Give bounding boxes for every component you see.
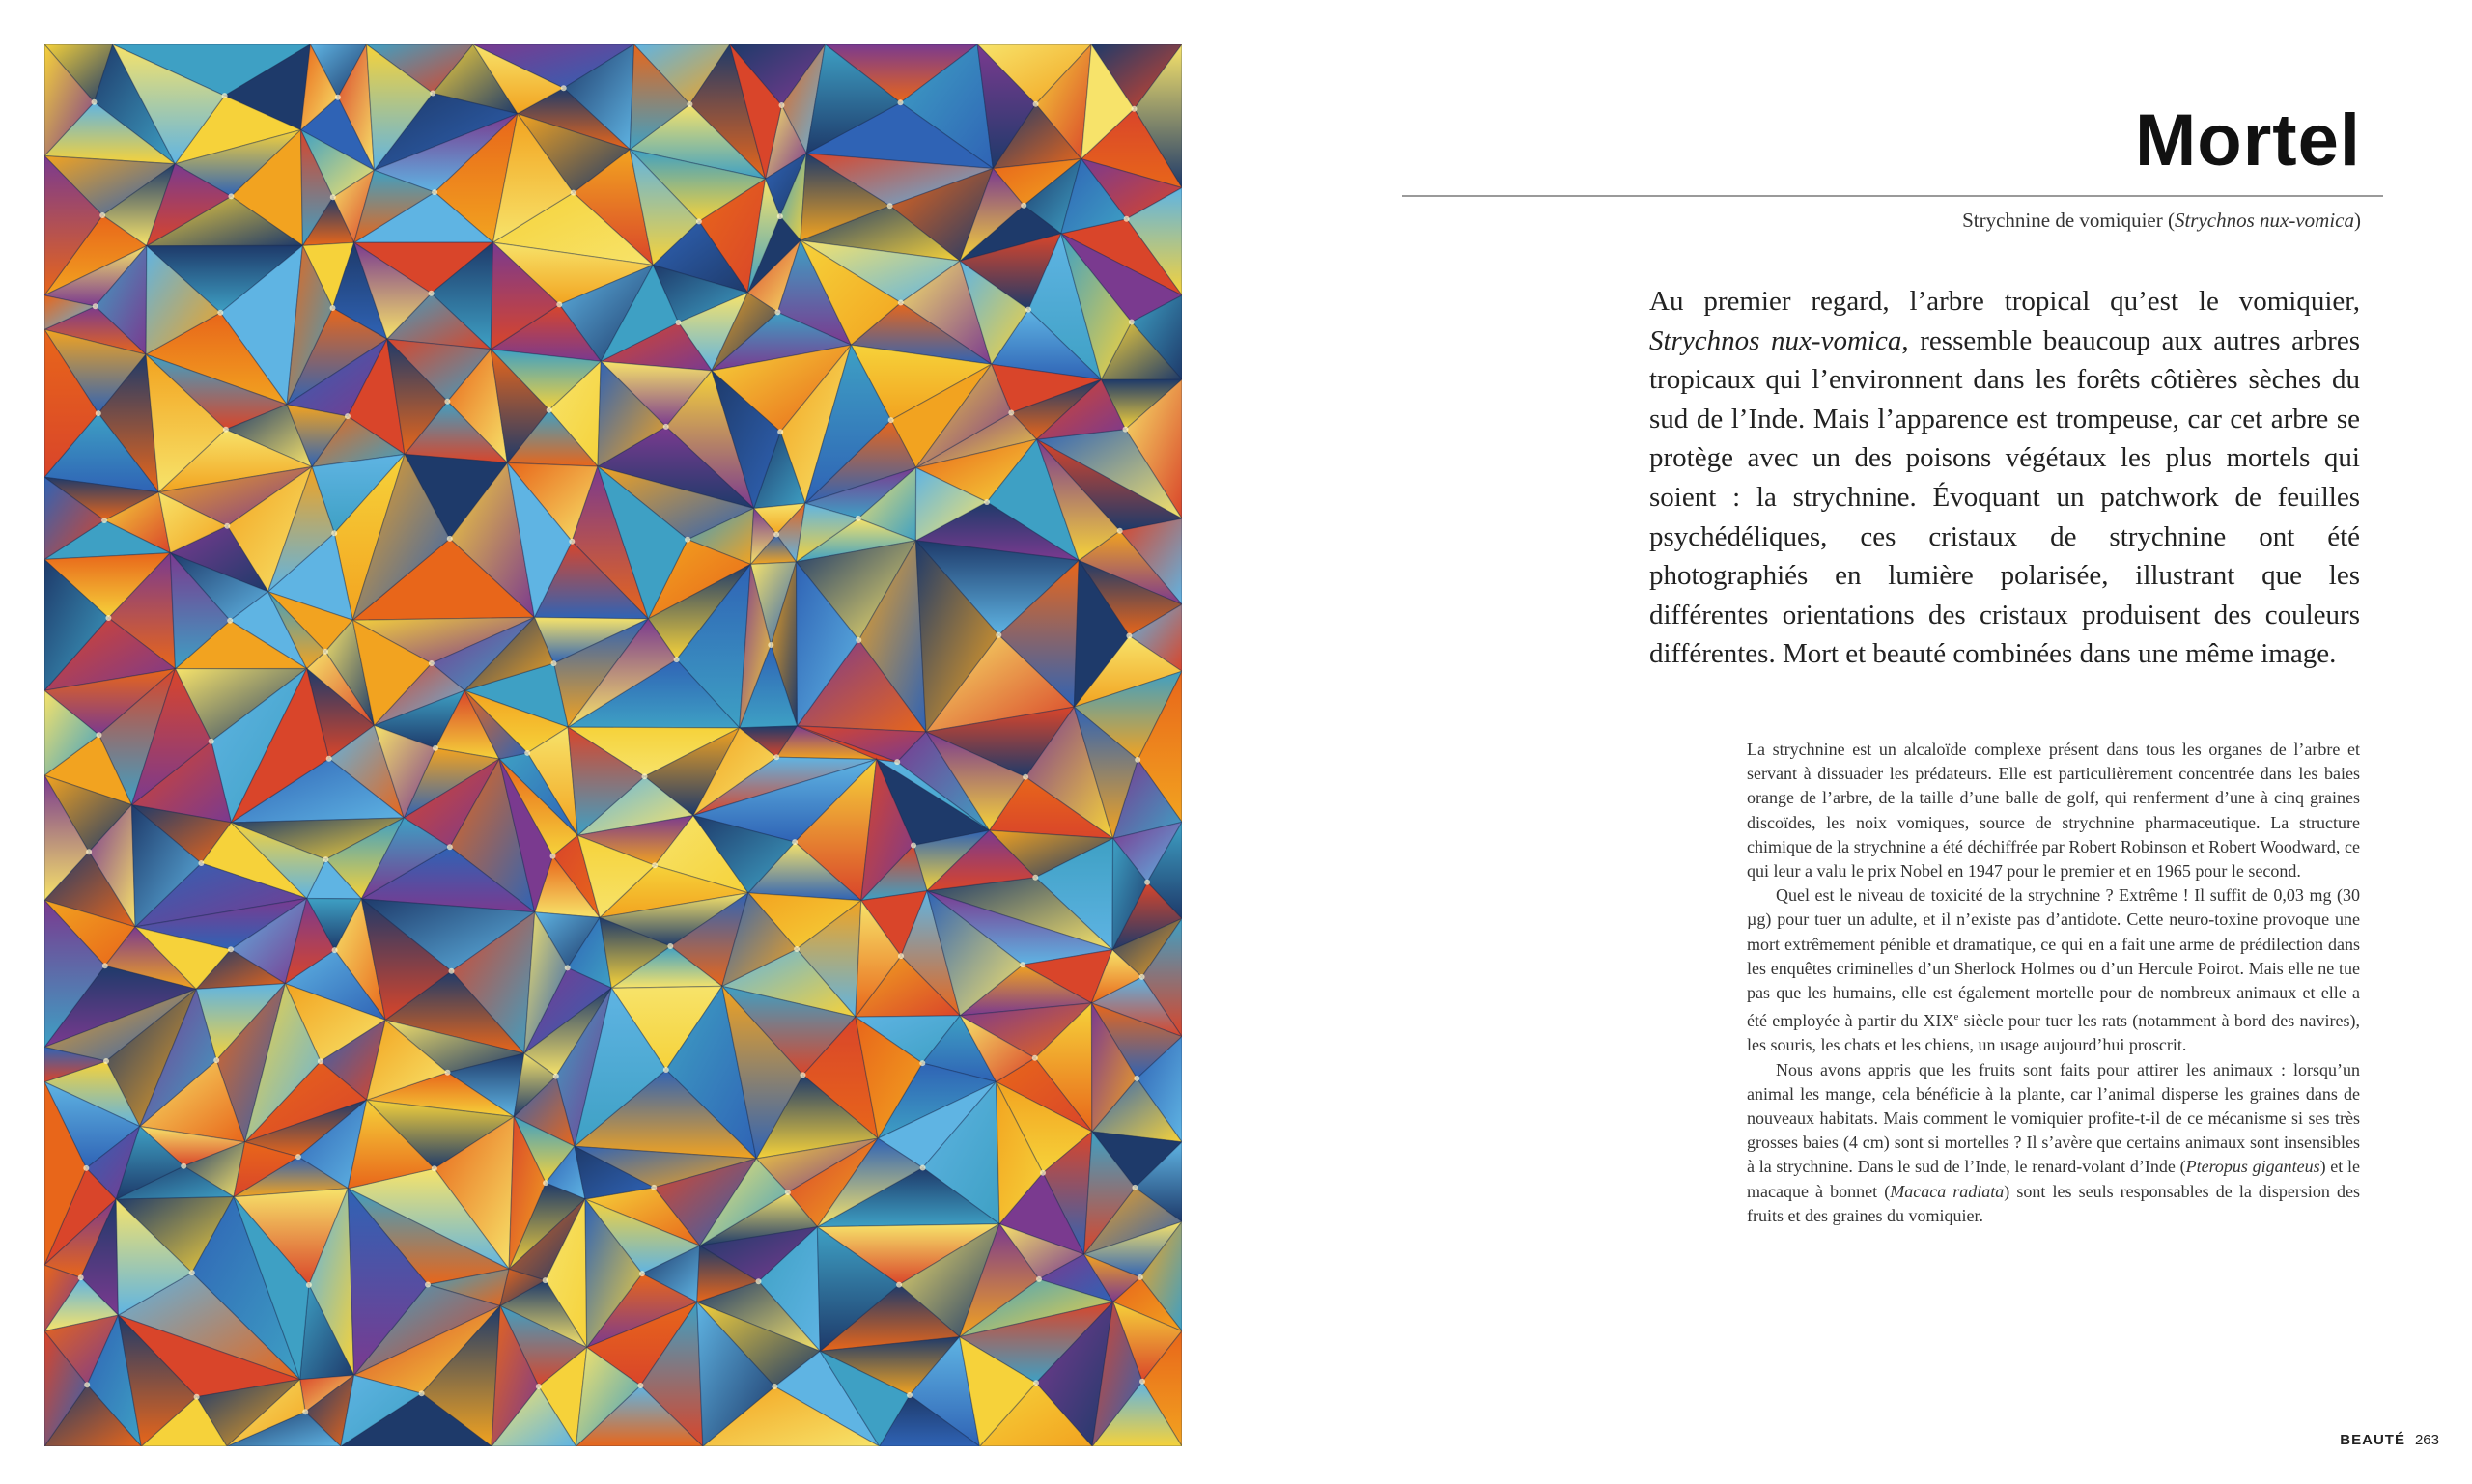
crystal-nucleus xyxy=(898,99,904,105)
crystal-nucleus xyxy=(447,536,453,542)
crystal-nucleus xyxy=(447,844,453,850)
crystal-nucleus xyxy=(887,203,893,209)
crystal-nucleus xyxy=(318,1058,323,1064)
lead-paragraph: Au premier regard, l’arbre tropical qu’est le vomiquier, Strychnos nux-vomica, ressemble beaucoup aux autres arbres tropicaux qui l’environnent dans les forêts côtières sèches du sud de l’Inde. Mais l’apparence est trompeuse, car cet arbre se protège avec un des poisons végétaux les plus mortels qui soient : la strychnine. Évoquant un patchwork de feuilles psychédéliques, ces cristaux de strychnine ont été photographiés en lumière polarisée, illustrant que les différentes orientations des cristaux produisent des couleurs différentes. Mort et beauté combinées dans une même image. xyxy=(1649,286,2360,670)
crystal-nucleus xyxy=(773,532,779,538)
crystal-nucleus xyxy=(228,946,234,952)
crystal-nucleus xyxy=(181,1163,186,1169)
crystal-nucleus xyxy=(1023,774,1028,780)
strychnine-crystal-photo xyxy=(44,44,1182,1446)
crystal-nucleus xyxy=(637,1383,643,1388)
crystal-nucleus xyxy=(550,854,556,859)
crystal-nucleus xyxy=(1123,427,1129,433)
crystal-nucleus xyxy=(696,218,702,224)
page-footer xyxy=(2340,1432,2439,1448)
crystal-nucleus xyxy=(330,194,336,200)
crystal-nucleus xyxy=(445,1070,451,1076)
crystal-nucleus xyxy=(103,1058,109,1064)
crystal-nucleus xyxy=(785,1190,791,1195)
crystal-nucleus xyxy=(639,1271,645,1276)
crystal-nucleus xyxy=(306,1282,312,1288)
crystal-nucleus xyxy=(565,965,571,970)
crystal-nucleus xyxy=(224,523,230,529)
crystal-nucleus xyxy=(1021,203,1026,209)
crystal-nucleus xyxy=(217,310,223,316)
crystal-nucleus xyxy=(419,1390,425,1396)
crystal-nucleus xyxy=(1139,974,1145,980)
crystal-nucleus xyxy=(198,860,204,866)
crystal-nucleus xyxy=(687,101,692,107)
crystal-nucleus xyxy=(189,1270,195,1275)
crystal-nucleus xyxy=(543,1277,548,1283)
crystal-nucleus xyxy=(663,424,669,430)
crystal-nucleus xyxy=(92,99,98,105)
crystal-nucleus xyxy=(651,1185,657,1190)
crystal-nucleus xyxy=(1132,1185,1138,1190)
crystal-nucleus xyxy=(1025,307,1031,313)
crystal-nucleus xyxy=(996,632,1001,638)
crystal-nucleus xyxy=(984,499,990,505)
crystal-nucleus xyxy=(1117,528,1123,534)
crystal-nucleus xyxy=(101,518,107,523)
crystal-nucleus xyxy=(1033,1380,1039,1386)
crystal-nucleus xyxy=(1135,757,1140,763)
crystal-nucleus xyxy=(773,754,779,760)
crystal-nucleus xyxy=(345,413,351,419)
crystal-nucleus xyxy=(676,320,682,325)
crystal-nucleus xyxy=(96,410,101,416)
crystal-nucleus xyxy=(449,968,455,974)
crystal-nucleus xyxy=(801,1072,806,1078)
crystal-nucleus xyxy=(1040,1170,1046,1176)
body-text xyxy=(1747,738,2360,1228)
crystal-nucleus xyxy=(323,856,328,862)
crystal-nucleus xyxy=(1033,101,1039,107)
crystal-nucleus xyxy=(556,301,562,307)
crystal-nucleus xyxy=(1124,216,1130,222)
crystal-nucleus xyxy=(213,1057,219,1063)
crystal-nucleus xyxy=(429,291,435,296)
crystal-nucleus xyxy=(756,1278,762,1284)
crystal-nucleus xyxy=(920,1165,926,1171)
crystal-nucleus xyxy=(430,91,435,97)
crystal-nucleus xyxy=(444,399,450,405)
crystal-nucleus xyxy=(222,93,228,98)
crystal-nucleus xyxy=(1129,320,1135,325)
crystal-nucleus xyxy=(1032,875,1038,881)
crystal-nucleus xyxy=(432,1165,437,1171)
crystal-nucleus xyxy=(332,947,338,953)
crystal-nucleus xyxy=(227,618,233,624)
crystal-nucleus xyxy=(652,862,658,868)
crystal-nucleus xyxy=(536,1384,542,1389)
body-paragraph-2: Quel est le niveau de toxicité de la strychnine ? Extrême ! Il suffit de 0,03 mg (30 µg) pour tuer un adulte, et il n’existe pas d’antidote. Cette neuro-toxine provoque une mort extrêmement pénible et dramatique, ce qui en a fait une arme de prédilection dans les enquêtes criminelles d’un Sherlock Holmes ou d’un Hercule Poirot. Mais elle ne tue pas que les humains, elle est également mortelle pour de nombreux animaux et elle a été employée à partir du XIXe siècle pour tuer les rats (notamment à bord des navires), les souris, les chats et les chiens, un usage aujourd’hui proscrit. xyxy=(1747,885,2360,1055)
crystal-nucleus xyxy=(547,407,552,413)
crystal-nucleus xyxy=(856,637,861,643)
crystal-nucleus xyxy=(907,1392,913,1398)
crystal-nucleus xyxy=(794,946,800,952)
crystal-nucleus xyxy=(1032,1055,1038,1061)
crystal-nucleus xyxy=(571,190,576,196)
crystal-nucleus xyxy=(894,759,900,765)
crystal-nucleus xyxy=(1008,410,1014,416)
crystal-nucleus xyxy=(898,300,904,306)
crystal-nucleus xyxy=(856,516,861,521)
crystal-nucleus xyxy=(302,1409,308,1414)
crystal-nucleus xyxy=(194,1394,200,1400)
crystal-nucleus xyxy=(1036,1276,1042,1282)
crystal-nucleus xyxy=(792,839,798,845)
crystal-nucleus xyxy=(209,739,214,744)
crystal-nucleus xyxy=(99,212,105,218)
title-divider xyxy=(1402,195,2383,197)
crystal-nucleus xyxy=(1134,1076,1139,1081)
crystal-nucleus xyxy=(429,660,435,666)
crystal-nucleus xyxy=(898,953,904,959)
crystal-nucleus xyxy=(425,1282,431,1288)
crystal-nucleus xyxy=(551,660,557,666)
crystal-nucleus xyxy=(667,943,673,949)
crystal-nucleus xyxy=(777,429,783,434)
crystal-nucleus xyxy=(543,1180,548,1186)
crystal-nucleus xyxy=(84,1382,90,1387)
crystal-nucleus xyxy=(330,305,336,311)
crystal-nucleus xyxy=(432,189,437,195)
crystal-nucleus xyxy=(524,750,530,756)
crystal-nucleus xyxy=(1139,1379,1145,1385)
crystal-nucleus xyxy=(1126,633,1132,639)
crystal-nucleus xyxy=(685,537,690,543)
crystal-nucleus xyxy=(674,657,680,662)
crystal-nucleus xyxy=(569,539,575,545)
page-number: 263 xyxy=(2414,1432,2439,1448)
crystal-nucleus xyxy=(78,1274,84,1280)
crystal-nucleus xyxy=(86,849,92,854)
crystal-nucleus xyxy=(1132,106,1138,112)
crystal-nucleus xyxy=(663,1067,669,1073)
crystal-nucleus xyxy=(97,732,102,738)
crystal-nucleus xyxy=(295,1154,301,1160)
crystal-nucleus xyxy=(105,615,111,621)
crystal-nucleus xyxy=(83,1165,89,1171)
crystal-nucleus xyxy=(774,309,780,315)
body-paragraph-1: La strychnine est un alcaloïde complexe présent dans tous les organes de l’arbre et servant à dissuader les prédateurs. Elle est particulièrement concentrée dans les baies orange de l’arbre, de la taille d’une balle de golf, qui renferment d’une à cinq graines discoïdes, les noix vomiques, source de strychnine pharmaceutique. La structure chimique de la strychnine a été déchiffrée par Robert Robinson et Robert Woodward, ce qui leur a valu le prix Nobel en 1947 pour le premier et en 1965 pour le second. xyxy=(1747,740,2360,882)
crystal-nucleus xyxy=(326,756,332,762)
crystal-nucleus xyxy=(911,843,916,849)
crystal-nucleus xyxy=(102,963,108,968)
crystal-nucleus xyxy=(779,102,785,108)
crystal-nucleus xyxy=(433,745,438,751)
crystal-nucleus xyxy=(768,642,773,648)
crystal-nucleus xyxy=(561,85,567,91)
crystal-nucleus xyxy=(553,1074,559,1079)
crystal-nucleus xyxy=(642,773,648,779)
crystal-nucleus xyxy=(919,1060,925,1066)
crystal-nucleus xyxy=(335,95,341,100)
crystal-mosaic-icon xyxy=(44,44,1182,1446)
crystal-nucleus xyxy=(323,649,328,655)
crystal-nucleus xyxy=(1138,1274,1143,1280)
crystal-nucleus xyxy=(777,213,783,219)
page-title: Mortel xyxy=(2135,99,2361,182)
crystal-nucleus xyxy=(888,417,894,423)
section-name: BEAUTÉ xyxy=(2340,1432,2405,1448)
crystal-nucleus xyxy=(223,427,229,433)
crystal-nucleus xyxy=(772,1384,777,1389)
crystal-nucleus xyxy=(228,193,234,199)
body-paragraph-3: Nous avons appris que les fruits sont faits pour attirer les animaux : lorsqu’un animal les mange, cela bénéficie à la plante, car l’animal disperse les graines dans de nouveaux habitats. Mais comment le vomiquier profite-t-il de ce mécanisme si ses très grosses baies (4 cm) sont si mortelles ? Il s’avère que certains animaux sont insensibles à la strychnine. Dans le sud de l’Inde, le renard-volant d’Inde (Pteropus giganteus) et le macaque à bonnet (Macaca radiata) sont les seuls responsables de la dispersion des fruits et des graines du vomiquier. xyxy=(1747,1059,2360,1225)
crystal-nucleus xyxy=(1020,962,1025,967)
page-subtitle: Strychnine de vomiquier (Strychnos nux-vomica) xyxy=(1962,209,2361,232)
crystal-nucleus xyxy=(1144,880,1150,885)
crystal-nucleus xyxy=(896,1282,902,1288)
crystal-nucleus xyxy=(331,530,337,536)
crystal-nucleus xyxy=(93,303,98,309)
